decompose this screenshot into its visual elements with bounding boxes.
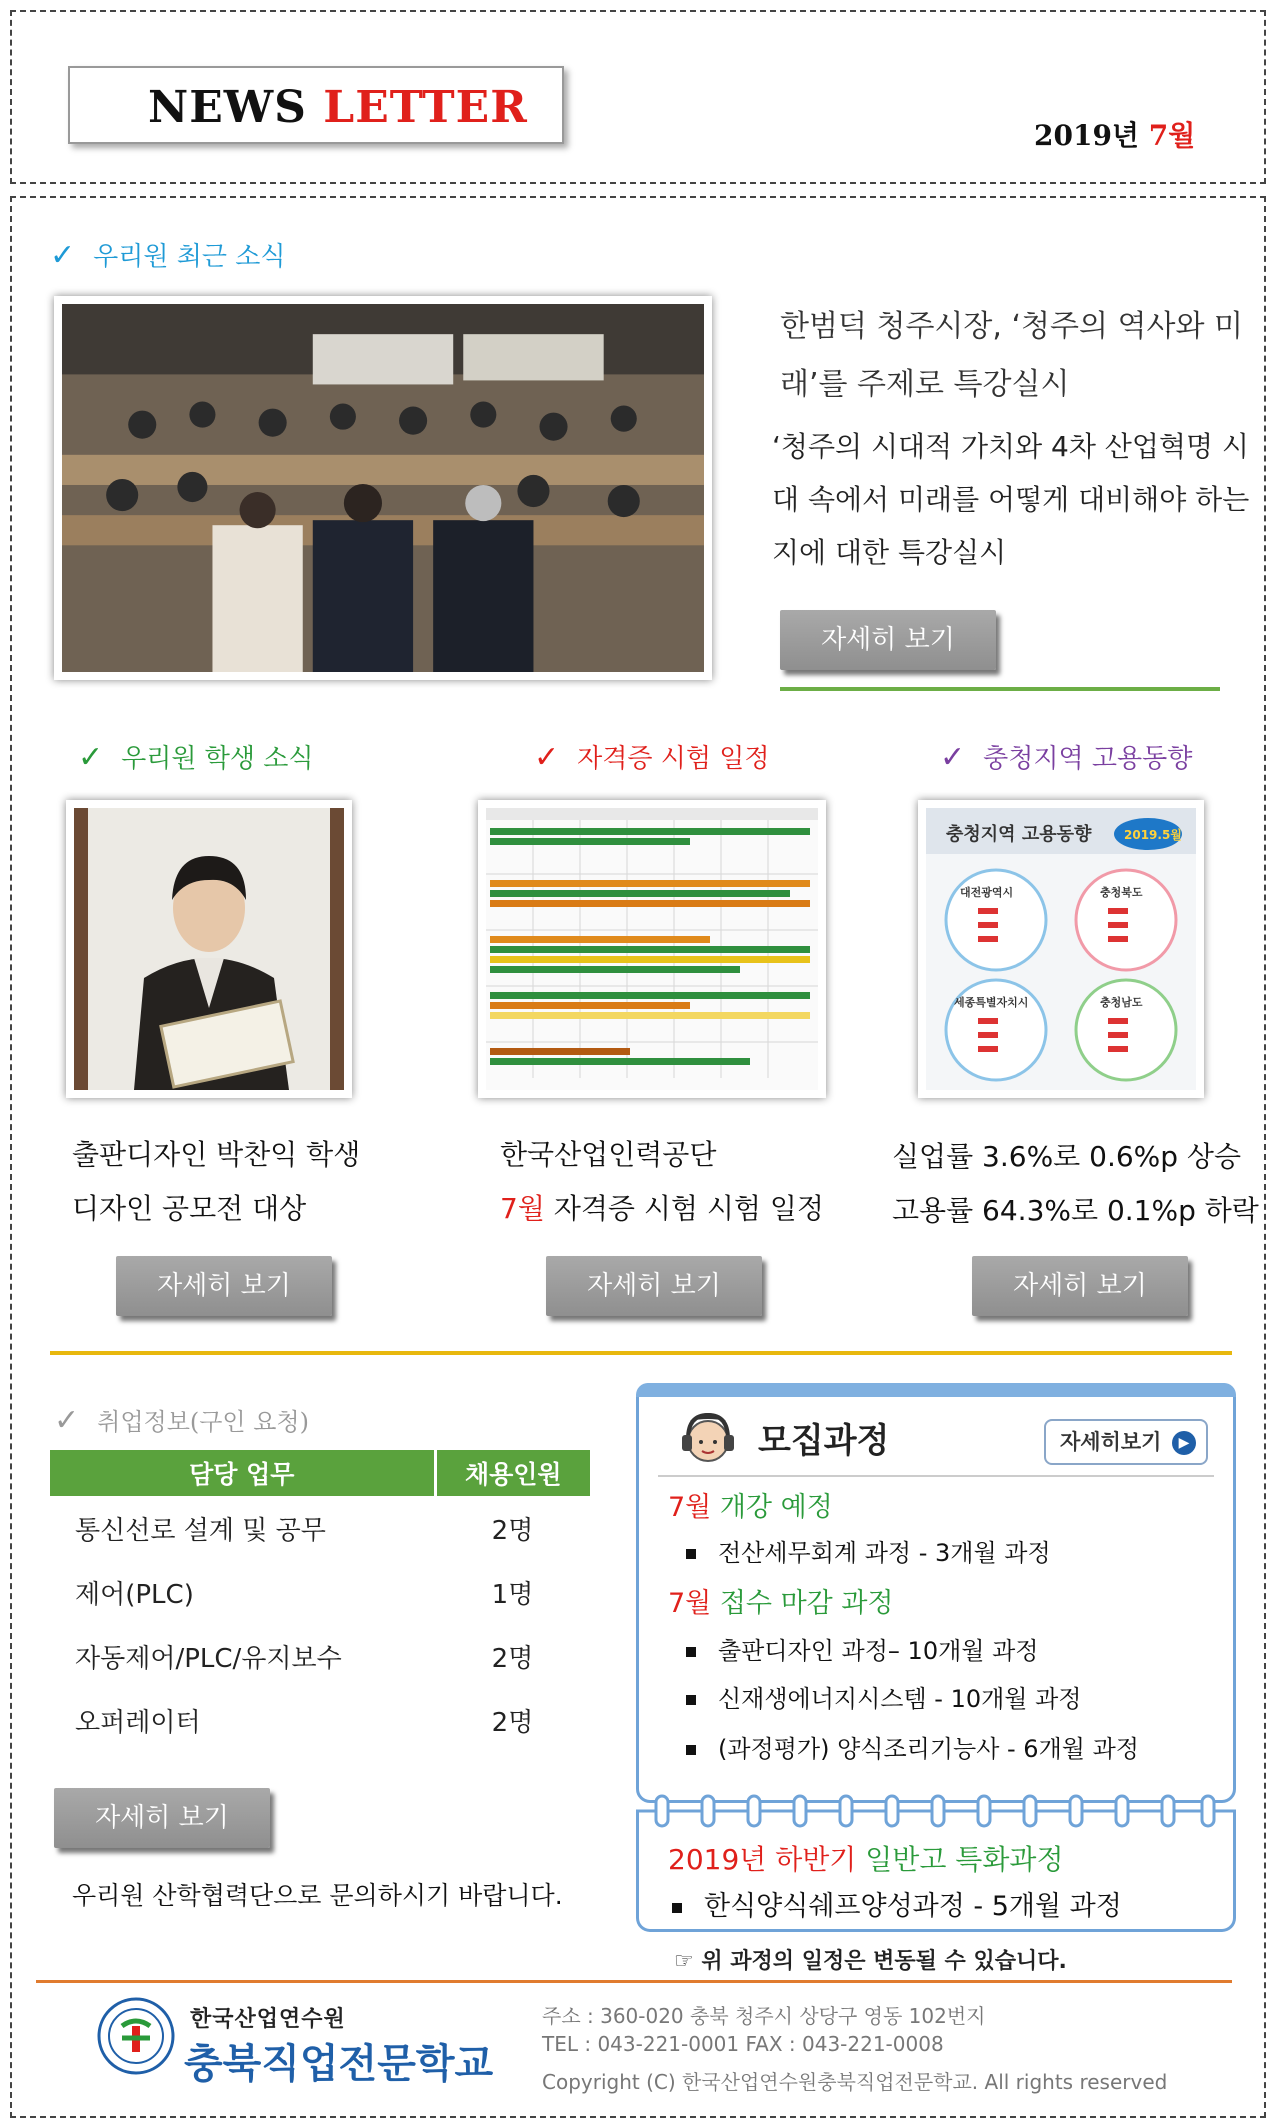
employment-caption xyxy=(892,1130,1259,1238)
bullet-icon xyxy=(686,1647,696,1657)
student-heading-text: 우리원 학생 소식 xyxy=(121,744,314,774)
employment-caption-line1: 실업률 3.6%로 0.6%p 상승 xyxy=(892,1140,1242,1173)
region-label-3: 세종특별자치시 xyxy=(954,996,1029,1009)
check-icon: ✓ xyxy=(54,1403,80,1438)
list-item xyxy=(686,1631,1038,1666)
lecture-photo-image xyxy=(62,304,704,672)
bullet-icon xyxy=(686,1695,696,1705)
employment-thumb-title: 충청지역 고용동향 xyxy=(946,824,1092,845)
jobs-table-header xyxy=(50,1450,590,1496)
group1-label: 개강 예정 xyxy=(711,1492,833,1523)
divider-gold xyxy=(50,1351,1232,1355)
count-cell: 2명 xyxy=(491,1643,534,1674)
student-caption-line1: 출판디자인 박찬익 학생 xyxy=(72,1138,361,1171)
count-cell: 2명 xyxy=(491,1707,534,1738)
exam-calendar-thumbnail[interactable] xyxy=(478,800,826,1098)
recruit-group3-heading xyxy=(668,1838,1064,1878)
issue-month: 7월 xyxy=(1148,119,1196,152)
cert-caption xyxy=(500,1128,824,1236)
footer-phone: TEL : 043-221-0001 FAX : 043-221-0008 xyxy=(542,2032,944,2056)
student-photo[interactable] xyxy=(66,800,352,1098)
check-icon: ✓ xyxy=(50,238,76,273)
employment-image xyxy=(926,808,1196,1090)
group2-month: 7월 xyxy=(668,1588,712,1619)
divider-green xyxy=(780,687,1220,691)
bullet-icon xyxy=(686,1549,696,1559)
cert-heading-text: 자격증 시험 일정 xyxy=(577,744,770,774)
course-label: 신재생에너지시스템 - 10개월 과정 xyxy=(718,1685,1082,1713)
check-icon: ✓ xyxy=(534,740,560,775)
duty-cell: 오퍼레이터 xyxy=(75,1707,201,1738)
news-more-button[interactable]: 자세히 보기 xyxy=(780,610,996,670)
issue-date xyxy=(1034,114,1195,154)
title-news: NEWS xyxy=(148,82,307,133)
cert-caption-text: 자격증 시험 시험 일정 xyxy=(544,1192,824,1225)
employment-thumbnail[interactable] xyxy=(918,800,1204,1098)
student-caption-line2: 디자인 공모전 대상 xyxy=(72,1192,307,1225)
bullet-icon xyxy=(686,1745,696,1755)
col-header-count: 채용인원 xyxy=(435,1450,590,1496)
headset-icon xyxy=(676,1407,740,1471)
cert-more-button[interactable]: 자세히 보기 xyxy=(546,1256,762,1316)
employment-more-button[interactable]: 자세히 보기 xyxy=(972,1256,1188,1316)
list-item xyxy=(672,1884,1122,1923)
student-caption xyxy=(72,1128,360,1236)
course-label: 전산세무회계 과정 - 3개월 과정 xyxy=(718,1539,1051,1567)
title-letter: LETTER xyxy=(323,82,528,133)
arrow-right-icon: ▶ xyxy=(1172,1431,1196,1455)
list-item xyxy=(686,1533,1051,1568)
course-label: (과정평가) 양식조리기능사 - 6개월 과정 xyxy=(718,1735,1139,1763)
recruit-group2-heading xyxy=(668,1581,894,1620)
student-more-button[interactable]: 자세히 보기 xyxy=(116,1256,332,1316)
table-row xyxy=(50,1560,590,1624)
footer-address: 주소 : 360-020 충북 청주시 상당구 영동 102번지 xyxy=(542,2004,986,2028)
cert-caption-month: 7월 xyxy=(500,1192,545,1225)
list-item xyxy=(686,1679,1081,1714)
bullet-icon xyxy=(672,1903,682,1913)
recruit-topbar xyxy=(636,1383,1236,1397)
cert-heading xyxy=(534,738,769,775)
group3-red: 2019년 하반기 xyxy=(668,1843,857,1876)
group3-label: 일반고 특화과정 xyxy=(856,1843,1064,1876)
list-item xyxy=(686,1729,1139,1764)
table-row xyxy=(50,1624,590,1688)
group1-month: 7월 xyxy=(668,1492,712,1523)
footer-divider xyxy=(36,1980,1232,1983)
recruit-separator xyxy=(658,1475,1214,1477)
jobs-heading xyxy=(54,1402,309,1438)
org-name: 충북직업전문학교 xyxy=(184,2041,494,2087)
course-label: 한식양식쉐프양성과정 - 5개월 과정 xyxy=(704,1891,1122,1922)
table-row xyxy=(50,1496,590,1560)
student-photo-image xyxy=(74,808,344,1090)
employment-thumb-badge: 2019.5월 xyxy=(1124,828,1182,842)
region-label-4: 충청남도 xyxy=(1100,996,1143,1009)
recruit-panel xyxy=(636,1383,1236,1803)
jobs-table xyxy=(50,1450,590,1752)
footer-copyright: Copyright (C) 한국산업연수원충북직업전문학교. All rights reserved xyxy=(542,2070,1168,2094)
employment-heading-text: 충청지역 고용동향 xyxy=(983,744,1193,774)
news-headline: 한범덕 청주시장, ‘청주의 역사와 미래’를 주제로 특강실시 xyxy=(780,309,1243,402)
course-label: 출판디자인 과정– 10개월 과정 xyxy=(718,1637,1039,1665)
org-small-name: 한국산업연수원 xyxy=(190,2007,346,2032)
jobs-note: 우리원 산학협력단으로 문의하시기 바랍니다. xyxy=(72,1881,563,1910)
newsletter-title xyxy=(68,66,564,144)
jobs-heading-text: 취업정보(구인 요청) xyxy=(97,1408,309,1436)
duty-cell: 제어(PLC) xyxy=(75,1579,194,1610)
region-label-1: 대전광역시 xyxy=(960,886,1014,899)
check-icon: ✓ xyxy=(940,740,966,775)
calendar-image xyxy=(486,808,818,1090)
lecture-photo[interactable] xyxy=(54,296,712,680)
duty-cell: 자동제어/PLC/유지보수 xyxy=(75,1643,342,1674)
news-heading xyxy=(50,236,285,273)
check-icon: ✓ xyxy=(78,740,104,775)
news-subtext: ‘청주의 시대적 가치와 4차 산업혁명 시대 속에서 미래를 어떻게 대비해야 하는지에 대한 특강실시 xyxy=(772,430,1250,569)
school-logo-icon xyxy=(96,1996,176,2076)
employment-caption-line2: 고용률 64.3%로 0.1%p 하락 xyxy=(892,1194,1259,1227)
recruit-title: 모집과정 xyxy=(758,1421,890,1461)
issue-year: 2019년 xyxy=(1034,119,1139,152)
cert-caption-line1: 한국산업인력공단 xyxy=(500,1138,717,1171)
recruit-more-label: 자세히보기 xyxy=(1060,1430,1162,1454)
recruit-more-button[interactable] xyxy=(1044,1419,1208,1465)
count-cell: 1명 xyxy=(491,1579,534,1610)
table-row xyxy=(50,1688,590,1752)
jobs-more-button[interactable]: 자세히 보기 xyxy=(54,1788,270,1848)
cert-caption-line2 xyxy=(500,1182,824,1236)
col-header-duty: 담당 업무 xyxy=(50,1450,435,1496)
recruit-group1-heading xyxy=(668,1485,833,1524)
recruit-notice: ☞ 위 과정의 일정은 변동될 수 있습니다. xyxy=(674,1949,1067,1974)
news-heading-text: 우리원 최근 소식 xyxy=(93,242,286,272)
group2-label: 접수 마감 과정 xyxy=(711,1588,894,1619)
employment-heading xyxy=(940,738,1192,775)
count-cell: 2명 xyxy=(491,1515,534,1546)
duty-cell: 통신선로 설계 및 공무 xyxy=(75,1515,326,1546)
region-label-2: 충청북도 xyxy=(1100,886,1143,899)
student-heading xyxy=(78,738,313,775)
binder-rings xyxy=(636,1790,1236,1832)
